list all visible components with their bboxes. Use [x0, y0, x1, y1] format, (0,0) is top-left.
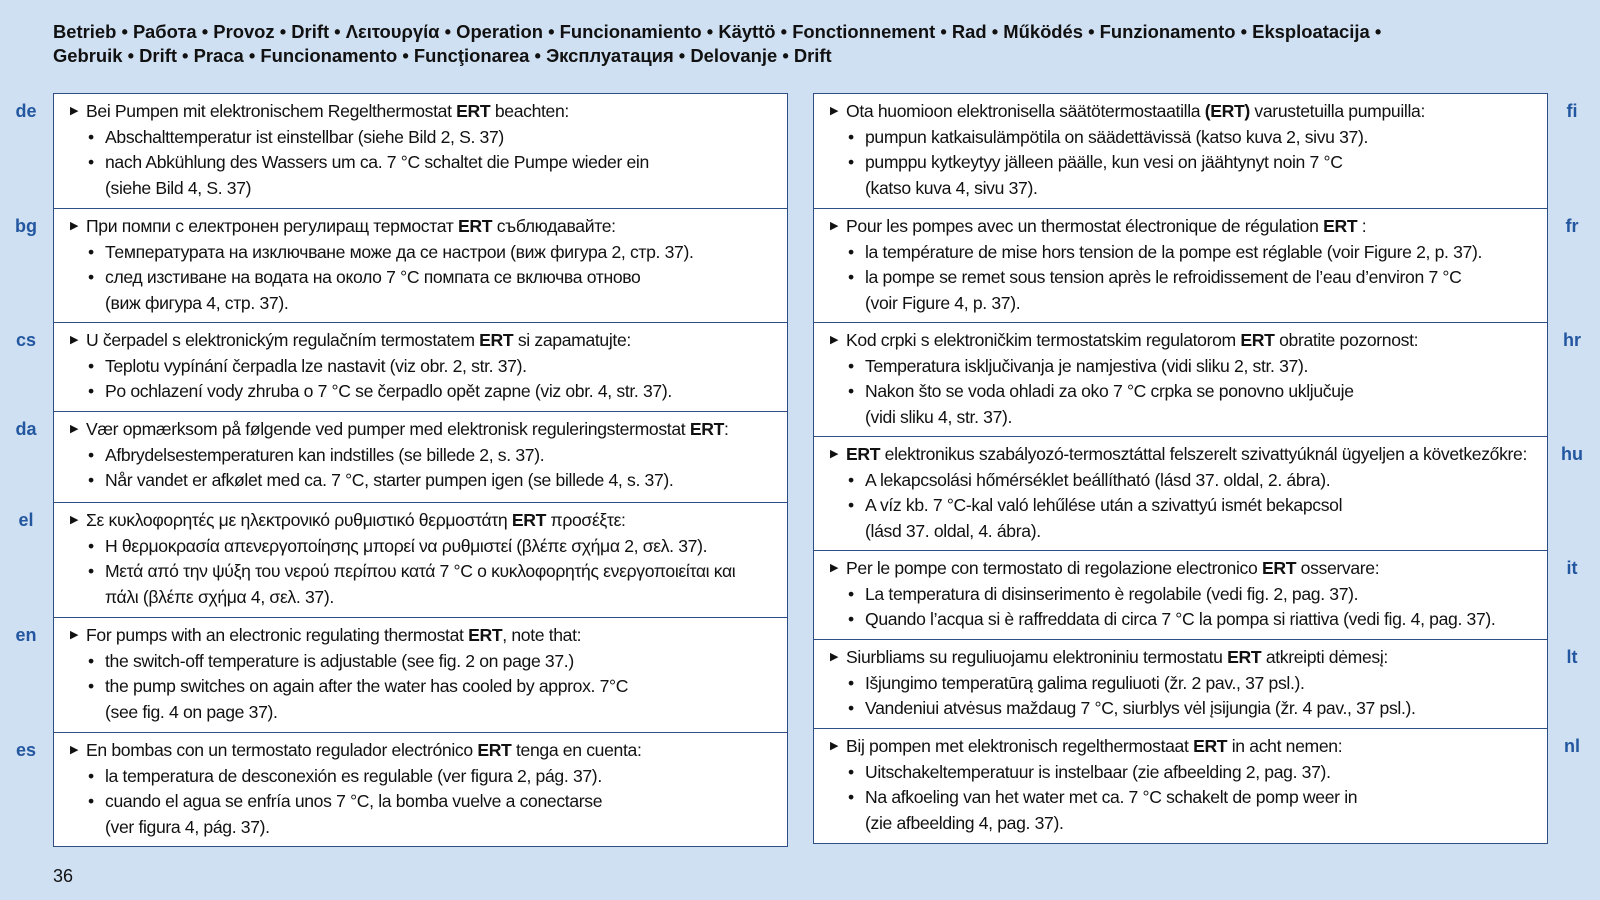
bullet-continuation: (see fig. 4 on page 37).	[105, 701, 278, 722]
bullet-item: • Quando l’acqua si è raffreddata di circa 7 °C la pompa si riattiva (vedi fig. 4, pag. 37).	[830, 607, 1533, 633]
bullet-item: • pumppu kytkeytyy jälleen päälle, kun vesi on jäähtynyt noin 7 °C	[830, 150, 1533, 176]
section-intro: ▶ For pumps with an electronic regulating thermostat ERT, note that:	[70, 623, 773, 649]
language-code: hu	[1561, 444, 1583, 464]
section-nl	[814, 728, 1580, 843]
right-column	[813, 93, 1583, 844]
section-it	[814, 550, 1578, 639]
bullet-continuation: (katso kuva 4, sivu 37).	[865, 177, 1038, 198]
bullet-item: • la température de mise hors tension de la pompe est réglable (voir Figure 2, p. 37).	[830, 240, 1533, 266]
language-code: fr	[1565, 216, 1579, 236]
bullet-item: • Uitschakeltemperatuur is instelbaar (zie afbeelding 2, pag. 37).	[830, 760, 1533, 786]
section-el	[18, 502, 787, 617]
language-code: fi	[1566, 101, 1578, 121]
bullet-item: • the pump switches on again after the water has cooled by approx. 7°C	[70, 674, 773, 700]
bullet-item: • Nakon što se voda ohladi za oko 7 °C crpka se ponovno uključuje	[830, 379, 1533, 405]
section-da	[15, 411, 787, 502]
section-lt	[814, 639, 1578, 728]
bullet-item: • Teplotu vypínání čerpadla lze nastavit (viz obr. 2, str. 37).	[70, 354, 773, 380]
bullet-item: • Abschalttemperatur ist einstellbar (siehe Bild 2, S. 37)	[70, 125, 773, 151]
language-code: cs	[15, 330, 37, 350]
bullet-item: • the switch-off temperature is adjustable (see fig. 2 on page 37.)	[70, 649, 773, 675]
page-header	[53, 20, 1533, 68]
section-hu	[814, 436, 1583, 550]
language-code: en	[15, 625, 37, 645]
section-intro: ▶ Pour les pompes avec un thermostat électronique de régulation ERT :	[830, 214, 1533, 240]
bullet-item: • Na afkoeling van het water met ca. 7 °C schakelt de pomp weer in	[830, 785, 1533, 811]
bullet-continuation: (lásd 37. oldal, 4. ábra).	[865, 520, 1041, 541]
bullet-item: • Afbrydelsestemperaturen kan indstilles (se billede 2, s. 37).	[70, 443, 773, 469]
language-code: de	[15, 101, 37, 121]
bullet-item: • Išjungimo temperatūrą galima reguliuoti (žr. 2 pav., 37 psl.).	[830, 671, 1533, 697]
bullet-item: • Når vandet er afkølet med ca. 7 °C, starter pumpen igen (se billede 4, s. 37).	[70, 468, 773, 494]
section-intro: ▶ Kod crpki s elektroničkim termostatskim regulatorom ERT obratite pozornost:	[830, 328, 1533, 354]
section-intro: ▶ Vær opmærksom på følgende ved pumper med elektronisk reguleringstermostat ERT:	[70, 417, 773, 443]
section-cs	[15, 322, 787, 411]
section-intro: ▶ U čerpadel s elektronickým regulačním termostatem ERT si zapamatujte:	[70, 328, 773, 354]
bullet-continuation: (vidi sliku 4, str. 37).	[865, 406, 1013, 427]
language-code: lt	[1566, 647, 1578, 667]
section-intro: ▶ Per le pompe con termostato di regolazione electronico ERT osservare:	[830, 556, 1533, 582]
bullet-continuation: (виж фигура 4, стр. 37).	[105, 292, 289, 313]
bullet-item: • A lekapcsolási hőmérséklet beállítható (lásd 37. oldal, 2. ábra).	[830, 468, 1533, 494]
language-code: el	[18, 510, 34, 530]
bullet-item: • A víz kb. 7 °C-kal való lehűlése után a szivattyú ismét bekapcsol	[830, 493, 1533, 519]
bullet-item: • Η θερμοκρασία απενεργοποίησης μπορεί να ρυθμιστεί (βλέπε σχήμα 2, σελ. 37).	[70, 534, 773, 560]
bullet-continuation: πάλι (βλέπε σχήμα 4, σελ. 37).	[105, 586, 334, 607]
section-fi	[814, 94, 1578, 208]
bullet-item: • pumpun katkaisulämpötila on säädettävissä (katso kuva 2, sivu 37).	[830, 125, 1533, 151]
bullet-item: • Temperatura isključivanja je namjestiva (vidi sliku 2, str. 37).	[830, 354, 1533, 380]
section-hr	[814, 322, 1581, 436]
bullet-item: • Μετά από την ψύξη του νερού περίπου κατά 7 °C ο κυκλοφορητής ενεργοποιείται και	[70, 559, 773, 585]
section-intro: ▶ Bij pompen met elektronisch regelthermostaat ERT in acht nemen:	[830, 734, 1533, 760]
section-intro: ▶ Siurbliams su reguliuojamu elektroniniu termostatu ERT atkreipti dėmesį:	[830, 645, 1533, 671]
bullet-continuation: (zie afbeelding 4, pag. 37).	[865, 812, 1064, 833]
section-bg	[15, 208, 787, 322]
bullet-item: • cuando el agua se enfría unos 7 °C, la bomba vuelve a conectarse	[70, 789, 773, 815]
language-code: da	[15, 419, 37, 439]
bullet-item: • la pompe se remet sous tension après le refroidissement de l’eau d’environ 7 °C	[830, 265, 1533, 291]
page-number: 36	[53, 866, 74, 886]
bullet-continuation: (voir Figure 4, p. 37).	[865, 292, 1021, 313]
bullet-item: • Po ochlazení vody zhruba o 7 °C se čerpadlo opět zapne (viz obr. 4, str. 37).	[70, 379, 773, 405]
language-code: it	[1566, 558, 1578, 578]
section-es	[15, 732, 787, 846]
language-code: nl	[1564, 736, 1580, 756]
language-code: es	[15, 740, 37, 760]
bullet-item: • la temperatura de desconexión es regulable (ver figura 2, pág. 37).	[70, 764, 773, 790]
bullet-continuation: (siehe Bild 4, S. 37)	[105, 177, 252, 198]
section-fr	[814, 208, 1579, 322]
bullet-item: • Vandeniui atvėsus maždaug 7 °C, siurblys vėl įsijungia (žr. 4 pav., 37 psl.).	[830, 696, 1533, 722]
left-column	[15, 93, 788, 847]
bullet-item: • след изстиване на водата на около 7 °C помпата се включва отново	[70, 265, 773, 291]
section-de	[15, 94, 787, 208]
language-code: bg	[15, 216, 37, 236]
section-intro: ▶ Σε κυκλοφορητές με ηλεκτρονικό ρυθμιστικό θερμοστάτη ERT προσέξτε:	[70, 508, 773, 534]
bullet-item: • Температурата на изключване може да се настрои (виж фигура 2, стр. 37).	[70, 240, 773, 266]
bullet-item: • La temperatura di disinserimento è regolabile (vedi fig. 2, pag. 37).	[830, 582, 1533, 608]
section-intro: ▶ Ota huomioon elektronisella säätötermostaatilla (ERT) varustetuilla pumpuilla:	[830, 99, 1533, 125]
section-intro: ▶ Bei Pumpen mit elektronischem Regelthermostat ERT beachten:	[70, 99, 773, 125]
header-line-2: Gebruik • Drift • Praca • Funcionamento • Funcţionarea • Эксплуатация • Delovanje • Drift	[53, 45, 832, 66]
section-en	[15, 617, 787, 732]
header-line-1: Betrieb • Работа • Provoz • Drift • Λειτουργία • Operation • Funcionamiento • Käyttö • Fonctionnement • Rad • Működés • Funzionamento • Eksploatacija •	[53, 21, 1382, 42]
section-intro: ▶ ERT elektronikus szabályozó-termosztáttal felszerelt szivattyúknál ügyeljen a következőkre:	[830, 442, 1533, 468]
bullet-continuation: (ver figura 4, pág. 37).	[105, 816, 270, 837]
bullet-item: • nach Abkühlung des Wassers um ca. 7 °C schaltet die Pumpe wieder ein	[70, 150, 773, 176]
language-code: hr	[1563, 330, 1581, 350]
section-intro: ▶ En bombas con un termostato regulador electrónico ERT tenga en cuenta:	[70, 738, 773, 764]
section-intro: ▶ При помпи с електронен регулиращ термостат ERT съблюдавайте:	[70, 214, 773, 240]
